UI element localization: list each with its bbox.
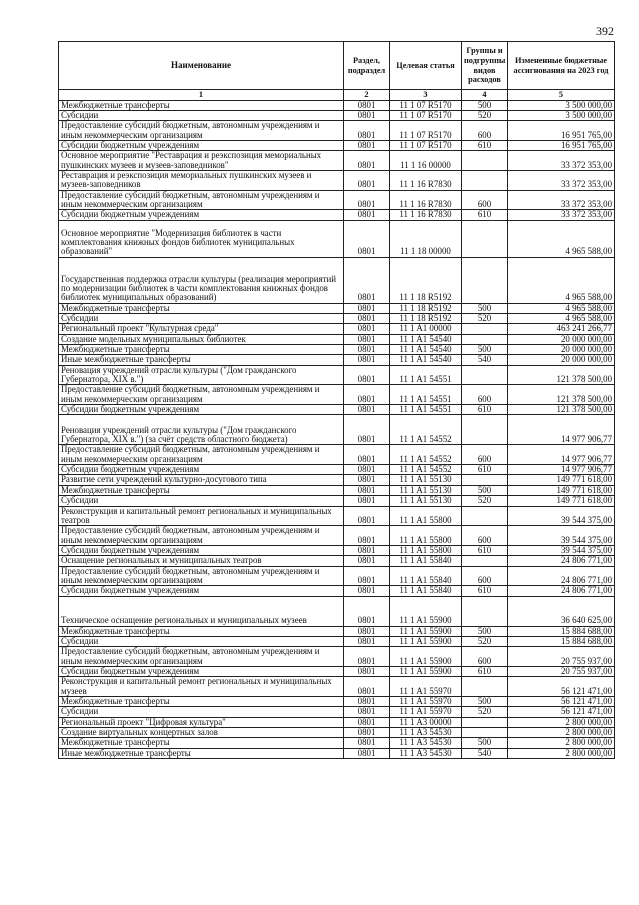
row-section: 0801 <box>344 748 390 758</box>
row-name: Субсидии <box>59 110 344 120</box>
table-row <box>59 220 615 257</box>
row-section: 0801 <box>344 496 390 506</box>
row-group: 610 <box>462 140 508 150</box>
row-group <box>462 365 508 385</box>
table-row <box>59 647 615 667</box>
row-amount: 3 500 000,00 <box>508 110 615 120</box>
row-amount: 2 800 000,00 <box>508 717 615 727</box>
row-amount: 149 771 618,00 <box>508 475 615 485</box>
row-section: 0801 <box>344 707 390 717</box>
row-group: 500 <box>462 303 508 313</box>
row-group: 600 <box>462 385 508 405</box>
row-section: 0801 <box>344 697 390 707</box>
row-amount: 15 884 688,00 <box>508 626 615 636</box>
row-name: Субсидии бюджетным учреждениям <box>59 210 344 220</box>
row-name: Субсидии <box>59 314 344 324</box>
column-number: 1 <box>59 90 344 101</box>
row-article: 11 1 A1 54540 <box>390 355 462 365</box>
row-article: 11 1 18 R5192 <box>390 303 462 313</box>
row-name: Межбюджетные трансферты <box>59 303 344 313</box>
row-section: 0801 <box>344 738 390 748</box>
row-group: 520 <box>462 496 508 506</box>
row-group <box>462 556 508 566</box>
row-amount: 16 951 765,00 <box>508 121 615 141</box>
table-row <box>59 334 615 344</box>
row-section: 0801 <box>344 626 390 636</box>
row-name: Предоставление субсидий бюджетным, автономным учреждениям и иным некоммерческим организациям <box>59 526 344 546</box>
row-article: 11 1 A1 55900 <box>390 666 462 676</box>
row-group <box>462 324 508 334</box>
row-section: 0801 <box>344 485 390 495</box>
row-name: Межбюджетные трансферты <box>59 738 344 748</box>
header-article: Целевая статья <box>390 42 462 90</box>
row-article: 11 1 A1 54552 <box>390 445 462 465</box>
row-group: 600 <box>462 445 508 465</box>
row-article: 11 1 A1 54551 <box>390 385 462 405</box>
row-section: 0801 <box>344 170 390 190</box>
table-row <box>59 475 615 485</box>
row-amount: 121 378 500,00 <box>508 365 615 385</box>
row-amount: 14 977 906,77 <box>508 445 615 465</box>
row-group: 600 <box>462 121 508 141</box>
row-group: 540 <box>462 748 508 758</box>
header-amount: Измененные бюджетные ассигнования на 2023 год <box>508 42 615 90</box>
row-group: 610 <box>462 210 508 220</box>
column-number: 2 <box>344 90 390 101</box>
table-row <box>59 545 615 555</box>
row-group <box>462 257 508 303</box>
row-section: 0801 <box>344 100 390 110</box>
table-row <box>59 728 615 738</box>
column-number: 5 <box>508 90 615 101</box>
row-section: 0801 <box>344 140 390 150</box>
row-article: 11 1 16 00000 <box>390 151 462 171</box>
table-row <box>59 496 615 506</box>
row-name: Субсидии <box>59 636 344 646</box>
row-name: Создание виртуальных концертных залов <box>59 728 344 738</box>
row-name: Реновация учреждений отрасли культуры ("Дом гражданского Губернатора, XIX в.") (за счёт средств областного бюджета) <box>59 415 344 445</box>
row-amount: 20 000 000,00 <box>508 345 615 355</box>
row-article: 11 1 A1 55130 <box>390 485 462 495</box>
row-name: Основное мероприятие "Модернизация библиотек в части комплектования книжных фондов библиотек муниципальных образований" <box>59 220 344 257</box>
row-amount: 2 800 000,00 <box>508 738 615 748</box>
table-row <box>59 170 615 190</box>
row-section: 0801 <box>344 526 390 546</box>
row-name: Межбюджетные трансферты <box>59 100 344 110</box>
table-row <box>59 405 615 415</box>
row-group: 610 <box>462 465 508 475</box>
row-article: 11 1 07 R5170 <box>390 100 462 110</box>
row-name: Иные межбюджетные трансферты <box>59 748 344 758</box>
row-amount: 4 965 588,00 <box>508 257 615 303</box>
row-name: Предоставление субсидий бюджетным, автономным учреждениям и иным некоммерческим организациям <box>59 566 344 586</box>
table-row <box>59 626 615 636</box>
row-amount: 16 951 765,00 <box>508 140 615 150</box>
row-section: 0801 <box>344 365 390 385</box>
row-group: 500 <box>462 697 508 707</box>
row-name: Оснащение региональных и муниципальных театров <box>59 556 344 566</box>
row-group: 520 <box>462 314 508 324</box>
row-section: 0801 <box>344 445 390 465</box>
table-row <box>59 697 615 707</box>
row-name: Субсидии бюджетным учреждениям <box>59 586 344 596</box>
row-group: 610 <box>462 545 508 555</box>
table-row <box>59 151 615 171</box>
row-name: Межбюджетные трансферты <box>59 345 344 355</box>
table-row <box>59 707 615 717</box>
row-name: Техническое оснащение региональных и муниципальных музеев <box>59 596 344 626</box>
row-article: 11 1 A1 54552 <box>390 415 462 445</box>
table-row <box>59 717 615 727</box>
budget-table <box>58 41 615 759</box>
row-article: 11 1 A1 55840 <box>390 586 462 596</box>
row-section: 0801 <box>344 210 390 220</box>
row-article: 11 1 16 R7830 <box>390 170 462 190</box>
row-article: 11 1 A1 54540 <box>390 334 462 344</box>
row-group <box>462 717 508 727</box>
table-row <box>59 110 615 120</box>
row-article: 11 1 A3 00000 <box>390 717 462 727</box>
row-name: Реновация учреждений отрасли культуры ("Дом гражданского Губернатора, XIX в.") <box>59 365 344 385</box>
column-number: 4 <box>462 90 508 101</box>
row-section: 0801 <box>344 385 390 405</box>
row-article: 11 1 18 R5192 <box>390 257 462 303</box>
row-amount: 56 121 471,00 <box>508 677 615 697</box>
table-row <box>59 636 615 646</box>
row-amount: 2 800 000,00 <box>508 728 615 738</box>
row-group: 500 <box>462 345 508 355</box>
row-amount: 56 121 471,00 <box>508 707 615 717</box>
row-section: 0801 <box>344 475 390 485</box>
row-article: 11 1 16 R7830 <box>390 210 462 220</box>
row-group: 500 <box>462 626 508 636</box>
row-amount: 24 806 771,00 <box>508 556 615 566</box>
row-article: 11 1 A1 54552 <box>390 465 462 475</box>
row-name: Региональный проект "Цифровая культура" <box>59 717 344 727</box>
row-section: 0801 <box>344 717 390 727</box>
row-group <box>462 170 508 190</box>
table-row <box>59 485 615 495</box>
row-section: 0801 <box>344 303 390 313</box>
row-article: 11 1 A1 55970 <box>390 677 462 697</box>
row-section: 0801 <box>344 728 390 738</box>
row-name: Региональный проект "Культурная среда" <box>59 324 344 334</box>
row-group <box>462 728 508 738</box>
row-article: 11 1 07 R5170 <box>390 110 462 120</box>
table-row <box>59 556 615 566</box>
row-section: 0801 <box>344 465 390 475</box>
table-row <box>59 748 615 758</box>
row-section: 0801 <box>344 586 390 596</box>
row-group <box>462 506 508 526</box>
header-name: Наименование <box>59 42 344 90</box>
row-amount: 39 544 375,00 <box>508 506 615 526</box>
table-row <box>59 210 615 220</box>
row-section: 0801 <box>344 545 390 555</box>
row-group: 540 <box>462 355 508 365</box>
row-amount: 24 806 771,00 <box>508 566 615 586</box>
table-row <box>59 738 615 748</box>
row-section: 0801 <box>344 220 390 257</box>
row-article: 11 1 A1 55970 <box>390 707 462 717</box>
row-name: Субсидии <box>59 707 344 717</box>
row-name: Субсидии бюджетным учреждениям <box>59 465 344 475</box>
table-row <box>59 677 615 697</box>
row-amount: 2 800 000,00 <box>508 748 615 758</box>
row-amount: 20 755 937,00 <box>508 666 615 676</box>
header-section: Раздел, подраздел <box>344 42 390 90</box>
row-amount: 14 977 906,77 <box>508 465 615 475</box>
header-groups: Группы и подгруппы видов расходов <box>462 42 508 90</box>
row-amount: 14 977 906,77 <box>508 415 615 445</box>
row-section: 0801 <box>344 415 390 445</box>
row-section: 0801 <box>344 647 390 667</box>
row-name: Межбюджетные трансферты <box>59 485 344 495</box>
row-group: 500 <box>462 100 508 110</box>
table-row <box>59 345 615 355</box>
row-name: Иные межбюджетные трансферты <box>59 355 344 365</box>
row-amount: 20 000 000,00 <box>508 334 615 344</box>
table-row <box>59 666 615 676</box>
row-amount: 39 544 375,00 <box>508 545 615 555</box>
row-group: 610 <box>462 666 508 676</box>
row-group <box>462 475 508 485</box>
row-section: 0801 <box>344 566 390 586</box>
table-row <box>59 121 615 141</box>
row-amount: 39 544 375,00 <box>508 526 615 546</box>
row-name: Основное мероприятие "Реставрация и реэкспозиция мемориальных пушкинских музеев и музеев-заповедников" <box>59 151 344 171</box>
table-row <box>59 365 615 385</box>
row-article: 11 1 A1 55970 <box>390 697 462 707</box>
row-name: Субсидии бюджетным учреждениям <box>59 140 344 150</box>
row-name: Развитие сети учреждений культурно-досугового типа <box>59 475 344 485</box>
row-group: 520 <box>462 707 508 717</box>
table-row <box>59 385 615 405</box>
table-row <box>59 100 615 110</box>
table-row <box>59 140 615 150</box>
row-section: 0801 <box>344 121 390 141</box>
row-amount: 56 121 471,00 <box>508 697 615 707</box>
row-name: Межбюджетные трансферты <box>59 697 344 707</box>
row-group: 600 <box>462 526 508 546</box>
row-group <box>462 596 508 626</box>
row-section: 0801 <box>344 110 390 120</box>
row-article: 11 1 A1 54551 <box>390 365 462 385</box>
row-amount: 20 755 937,00 <box>508 647 615 667</box>
table-row <box>59 355 615 365</box>
row-section: 0801 <box>344 636 390 646</box>
row-name: Государственная поддержка отрасли культуры (реализация мероприятий по модернизации библиотек в части комплектования книжных фондов библиотек муниципальных образований) <box>59 257 344 303</box>
table-row <box>59 257 615 303</box>
table-row <box>59 596 615 626</box>
row-group: 520 <box>462 110 508 120</box>
table-row <box>59 415 615 445</box>
row-section: 0801 <box>344 666 390 676</box>
row-group: 500 <box>462 738 508 748</box>
row-group <box>462 415 508 445</box>
row-group: 520 <box>462 636 508 646</box>
row-article: 11 1 A3 54530 <box>390 738 462 748</box>
row-group: 500 <box>462 485 508 495</box>
row-amount: 149 771 618,00 <box>508 496 615 506</box>
row-article: 11 1 A1 54540 <box>390 345 462 355</box>
row-name: Предоставление субсидий бюджетным, автономным учреждениям и иным некоммерческим организациям <box>59 190 344 210</box>
row-article: 11 1 A1 54551 <box>390 405 462 415</box>
table-row <box>59 445 615 465</box>
row-group: 600 <box>462 647 508 667</box>
row-amount: 4 965 588,00 <box>508 303 615 313</box>
row-amount: 121 378 500,00 <box>508 405 615 415</box>
row-name: Предоставление субсидий бюджетным, автономным учреждениям и иным некоммерческим организациям <box>59 445 344 465</box>
row-amount: 149 771 618,00 <box>508 485 615 495</box>
row-name: Субсидии бюджетным учреждениям <box>59 666 344 676</box>
column-number: 3 <box>390 90 462 101</box>
row-amount: 36 640 625,00 <box>508 596 615 626</box>
row-section: 0801 <box>344 556 390 566</box>
row-name: Реставрация и реэкспозиция мемориальных пушкинских музеев и музеев-заповедников <box>59 170 344 190</box>
row-article: 11 1 A1 55800 <box>390 506 462 526</box>
row-amount: 24 806 771,00 <box>508 586 615 596</box>
row-article: 11 1 18 00000 <box>390 220 462 257</box>
row-section: 0801 <box>344 257 390 303</box>
row-article: 11 1 A1 00000 <box>390 324 462 334</box>
table-row <box>59 190 615 210</box>
row-group <box>462 334 508 344</box>
row-amount: 121 378 500,00 <box>508 385 615 405</box>
row-article: 11 1 07 R5170 <box>390 121 462 141</box>
row-section: 0801 <box>344 324 390 334</box>
table-row <box>59 586 615 596</box>
row-amount: 3 500 000,00 <box>508 100 615 110</box>
row-amount: 20 000 000,00 <box>508 355 615 365</box>
row-name: Предоставление субсидий бюджетным, автономным учреждениям и иным некоммерческим организациям <box>59 647 344 667</box>
table-row <box>59 314 615 324</box>
row-group: 610 <box>462 405 508 415</box>
row-article: 11 1 A1 55130 <box>390 475 462 485</box>
row-name: Межбюджетные трансферты <box>59 626 344 636</box>
row-article: 11 1 A1 55900 <box>390 647 462 667</box>
row-section: 0801 <box>344 506 390 526</box>
row-article: 11 1 A1 55840 <box>390 556 462 566</box>
row-section: 0801 <box>344 596 390 626</box>
row-group: 600 <box>462 566 508 586</box>
row-section: 0801 <box>344 355 390 365</box>
row-name: Субсидии бюджетным учреждениям <box>59 405 344 415</box>
row-group <box>462 220 508 257</box>
row-section: 0801 <box>344 677 390 697</box>
row-article: 11 1 A3 54530 <box>390 728 462 738</box>
row-article: 11 1 A1 55900 <box>390 636 462 646</box>
page-number: 392 <box>596 24 614 38</box>
row-article: 11 1 A1 55900 <box>390 596 462 626</box>
row-name: Субсидии <box>59 496 344 506</box>
row-section: 0801 <box>344 190 390 210</box>
table-row <box>59 303 615 313</box>
row-name: Предоставление субсидий бюджетным, автономным учреждениям и иным некоммерческим организациям <box>59 385 344 405</box>
row-section: 0801 <box>344 405 390 415</box>
row-section: 0801 <box>344 334 390 344</box>
row-group: 600 <box>462 190 508 210</box>
row-name: Субсидии бюджетным учреждениям <box>59 545 344 555</box>
row-amount: 33 372 353,00 <box>508 170 615 190</box>
row-section: 0801 <box>344 345 390 355</box>
row-section: 0801 <box>344 314 390 324</box>
row-amount: 15 884 688,00 <box>508 636 615 646</box>
table-row <box>59 324 615 334</box>
row-article: 11 1 18 R5192 <box>390 314 462 324</box>
row-amount: 4 965 588,00 <box>508 220 615 257</box>
row-name: Предоставление субсидий бюджетным, автономным учреждениям и иным некоммерческим организациям <box>59 121 344 141</box>
row-article: 11 1 A1 55900 <box>390 626 462 636</box>
table-row <box>59 506 615 526</box>
row-group: 610 <box>462 586 508 596</box>
row-article: 11 1 A1 55130 <box>390 496 462 506</box>
row-amount: 33 372 353,00 <box>508 151 615 171</box>
row-name: Реконструкция и капитальный ремонт региональных и муниципальных музеев <box>59 677 344 697</box>
table-row <box>59 566 615 586</box>
row-amount: 4 965 588,00 <box>508 314 615 324</box>
row-article: 11 1 A3 54530 <box>390 748 462 758</box>
row-amount: 33 372 353,00 <box>508 190 615 210</box>
row-amount: 463 241 266,77 <box>508 324 615 334</box>
row-section: 0801 <box>344 151 390 171</box>
table-row <box>59 526 615 546</box>
row-article: 11 1 A1 55840 <box>390 566 462 586</box>
row-group <box>462 677 508 697</box>
row-group <box>462 151 508 171</box>
row-name: Реконструкция и капитальный ремонт региональных и муниципальных театров <box>59 506 344 526</box>
row-article: 11 1 A1 55800 <box>390 545 462 555</box>
table-row <box>59 465 615 475</box>
row-name: Создание модельных муниципальных библиотек <box>59 334 344 344</box>
row-article: 11 1 A1 55800 <box>390 526 462 546</box>
row-article: 11 1 07 R5170 <box>390 140 462 150</box>
row-article: 11 1 16 R7830 <box>390 190 462 210</box>
row-amount: 33 372 353,00 <box>508 210 615 220</box>
